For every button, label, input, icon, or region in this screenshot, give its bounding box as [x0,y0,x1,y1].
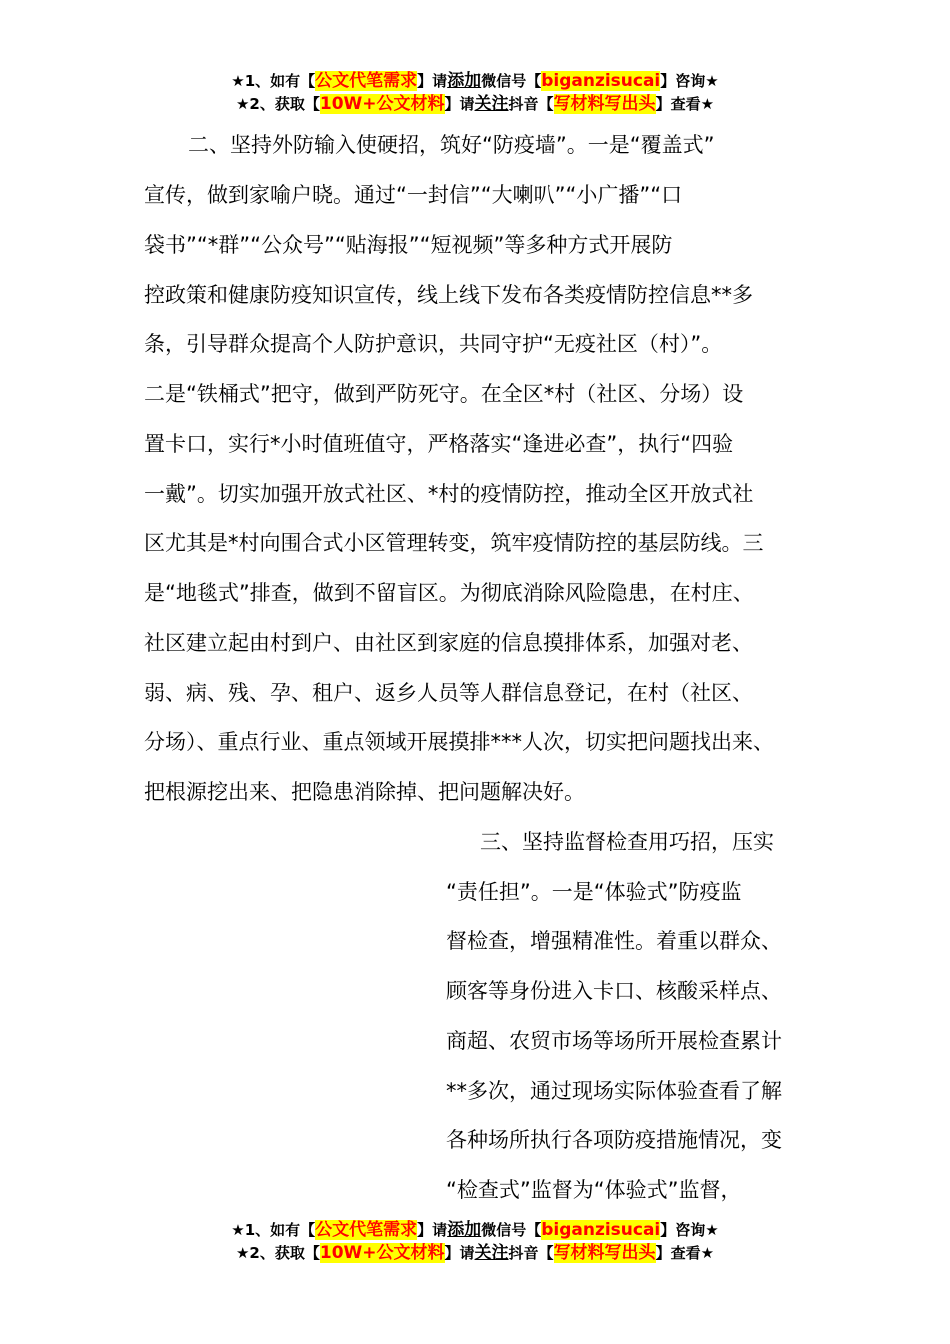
paragraph-line: 分场）、重点行业、重点领域开展摸排***人次，切实把问题找出来、 [144,730,774,754]
banner-text: 】查看★ [655,95,715,113]
footer-banner-line-2 [0,1242,950,1264]
header-banner-line-2 [0,93,950,115]
banner-text: ★2、获取【 [235,95,320,113]
banner-douyin-id: 写材料写出头 [553,1243,656,1263]
banner-text: 微信号【 [481,1221,542,1239]
banner-text: 微信号【 [481,72,542,90]
banner-text: ★1、如有【 [231,1221,316,1239]
banner-wechat-id: biganzisucai [541,71,661,91]
column-line: 各种场所执行各项防疫措施情况，变 [446,1128,782,1152]
banner-underline: 关注 [474,94,509,114]
banner-wechat-id: biganzisucai [541,1220,661,1240]
paragraph-line: 条，引导群众提高个人防护意识，共同守护“无疫社区（村）”。 [144,332,723,356]
banner-text: 抖音【 [508,95,554,113]
column-line: “检查式”监督为“体验式”监督， [446,1178,742,1202]
banner-underline: 关注 [474,1243,509,1263]
paragraph-line: 社区建立起由村到户、由社区到家庭的信息摸排体系，加强对老、 [144,631,753,655]
paragraph-line: 弱、病、残、孕、租户、返乡人员等人群信息登记，在村（社区、 [144,681,753,705]
banner-highlight: 公文代笔需求 [315,1220,418,1240]
paragraph-line: 置卡口，实行*小时值班值守，严格落实“逢进必查”，执行“四验 [144,432,734,456]
paragraph-line: 一戴”。切实加强开放式社区、*村的疫情防控，推动全区开放式社 [144,482,754,506]
banner-highlight: 公文代笔需求 [315,71,418,91]
banner-text: ★2、获取【 [235,1244,320,1262]
banner-douyin-id: 写材料写出头 [553,94,656,114]
banner-underline: 添加 [447,71,482,91]
paragraph-line: 是“地毯式”排查，做到不留盲区。为彻底消除风险隐患，在村庄、 [144,581,754,605]
column-line: 顾客等身份进入卡口、核酸采样点、 [446,979,782,1003]
header-banner-line-1 [0,70,950,92]
banner-highlight: 10W+公文材料 [319,94,445,114]
column-line: 商超、农贸市场等场所开展检查累计 [446,1029,782,1053]
banner-text: 抖音【 [508,1244,554,1262]
footer-banner-line-1 [0,1219,950,1241]
column-line: “责任担”。一是“体验式”防疫监 [446,880,742,904]
paragraph-line: 控政策和健康防疫知识宣传，线上线下发布各类疫情防控信息**多 [144,283,753,307]
column-line: 三、坚持监督检查用巧招，压实 [480,830,774,854]
banner-text: 】咨询★ [660,72,719,90]
paragraph-line: 袋书”“*群”“公众号”“贴海报”“短视频”等多种方式开展防 [144,233,673,257]
banner-underline: 添加 [447,1220,482,1240]
paragraph-line: 二是“铁桶式”把守，做到严防死守。在全区*村（社区、分场）设 [144,382,744,406]
banner-text: 】请 [417,1221,448,1239]
banner-text: 】咨询★ [660,1221,719,1239]
banner-text: 】请 [417,72,448,90]
banner-highlight: 10W+公文材料 [319,1243,445,1263]
paragraph-line: 宣传，做到家喻户晓。通过“一封信”“大喇叭”“小广播”“口 [144,183,683,207]
banner-text: 】请 [444,1244,475,1262]
banner-text: ★1、如有【 [231,72,316,90]
paragraph-line: 把根源挖出来、把隐患消除掉、把问题解决好。 [144,780,585,804]
column-line: 督检查，增强精准性。着重以群众、 [446,929,782,953]
paragraph-line: 区尤其是*村向围合式小区管理转变，筑牢疫情防控的基层防线。三 [144,531,764,555]
column-line: **多次，通过现场实际体验查看了解 [446,1079,782,1103]
paragraph-line: 二、坚持外防输入使硬招，筑好“防疫墙”。一是“覆盖式” [188,133,715,157]
banner-text: 】查看★ [655,1244,715,1262]
banner-text: 】请 [444,95,475,113]
